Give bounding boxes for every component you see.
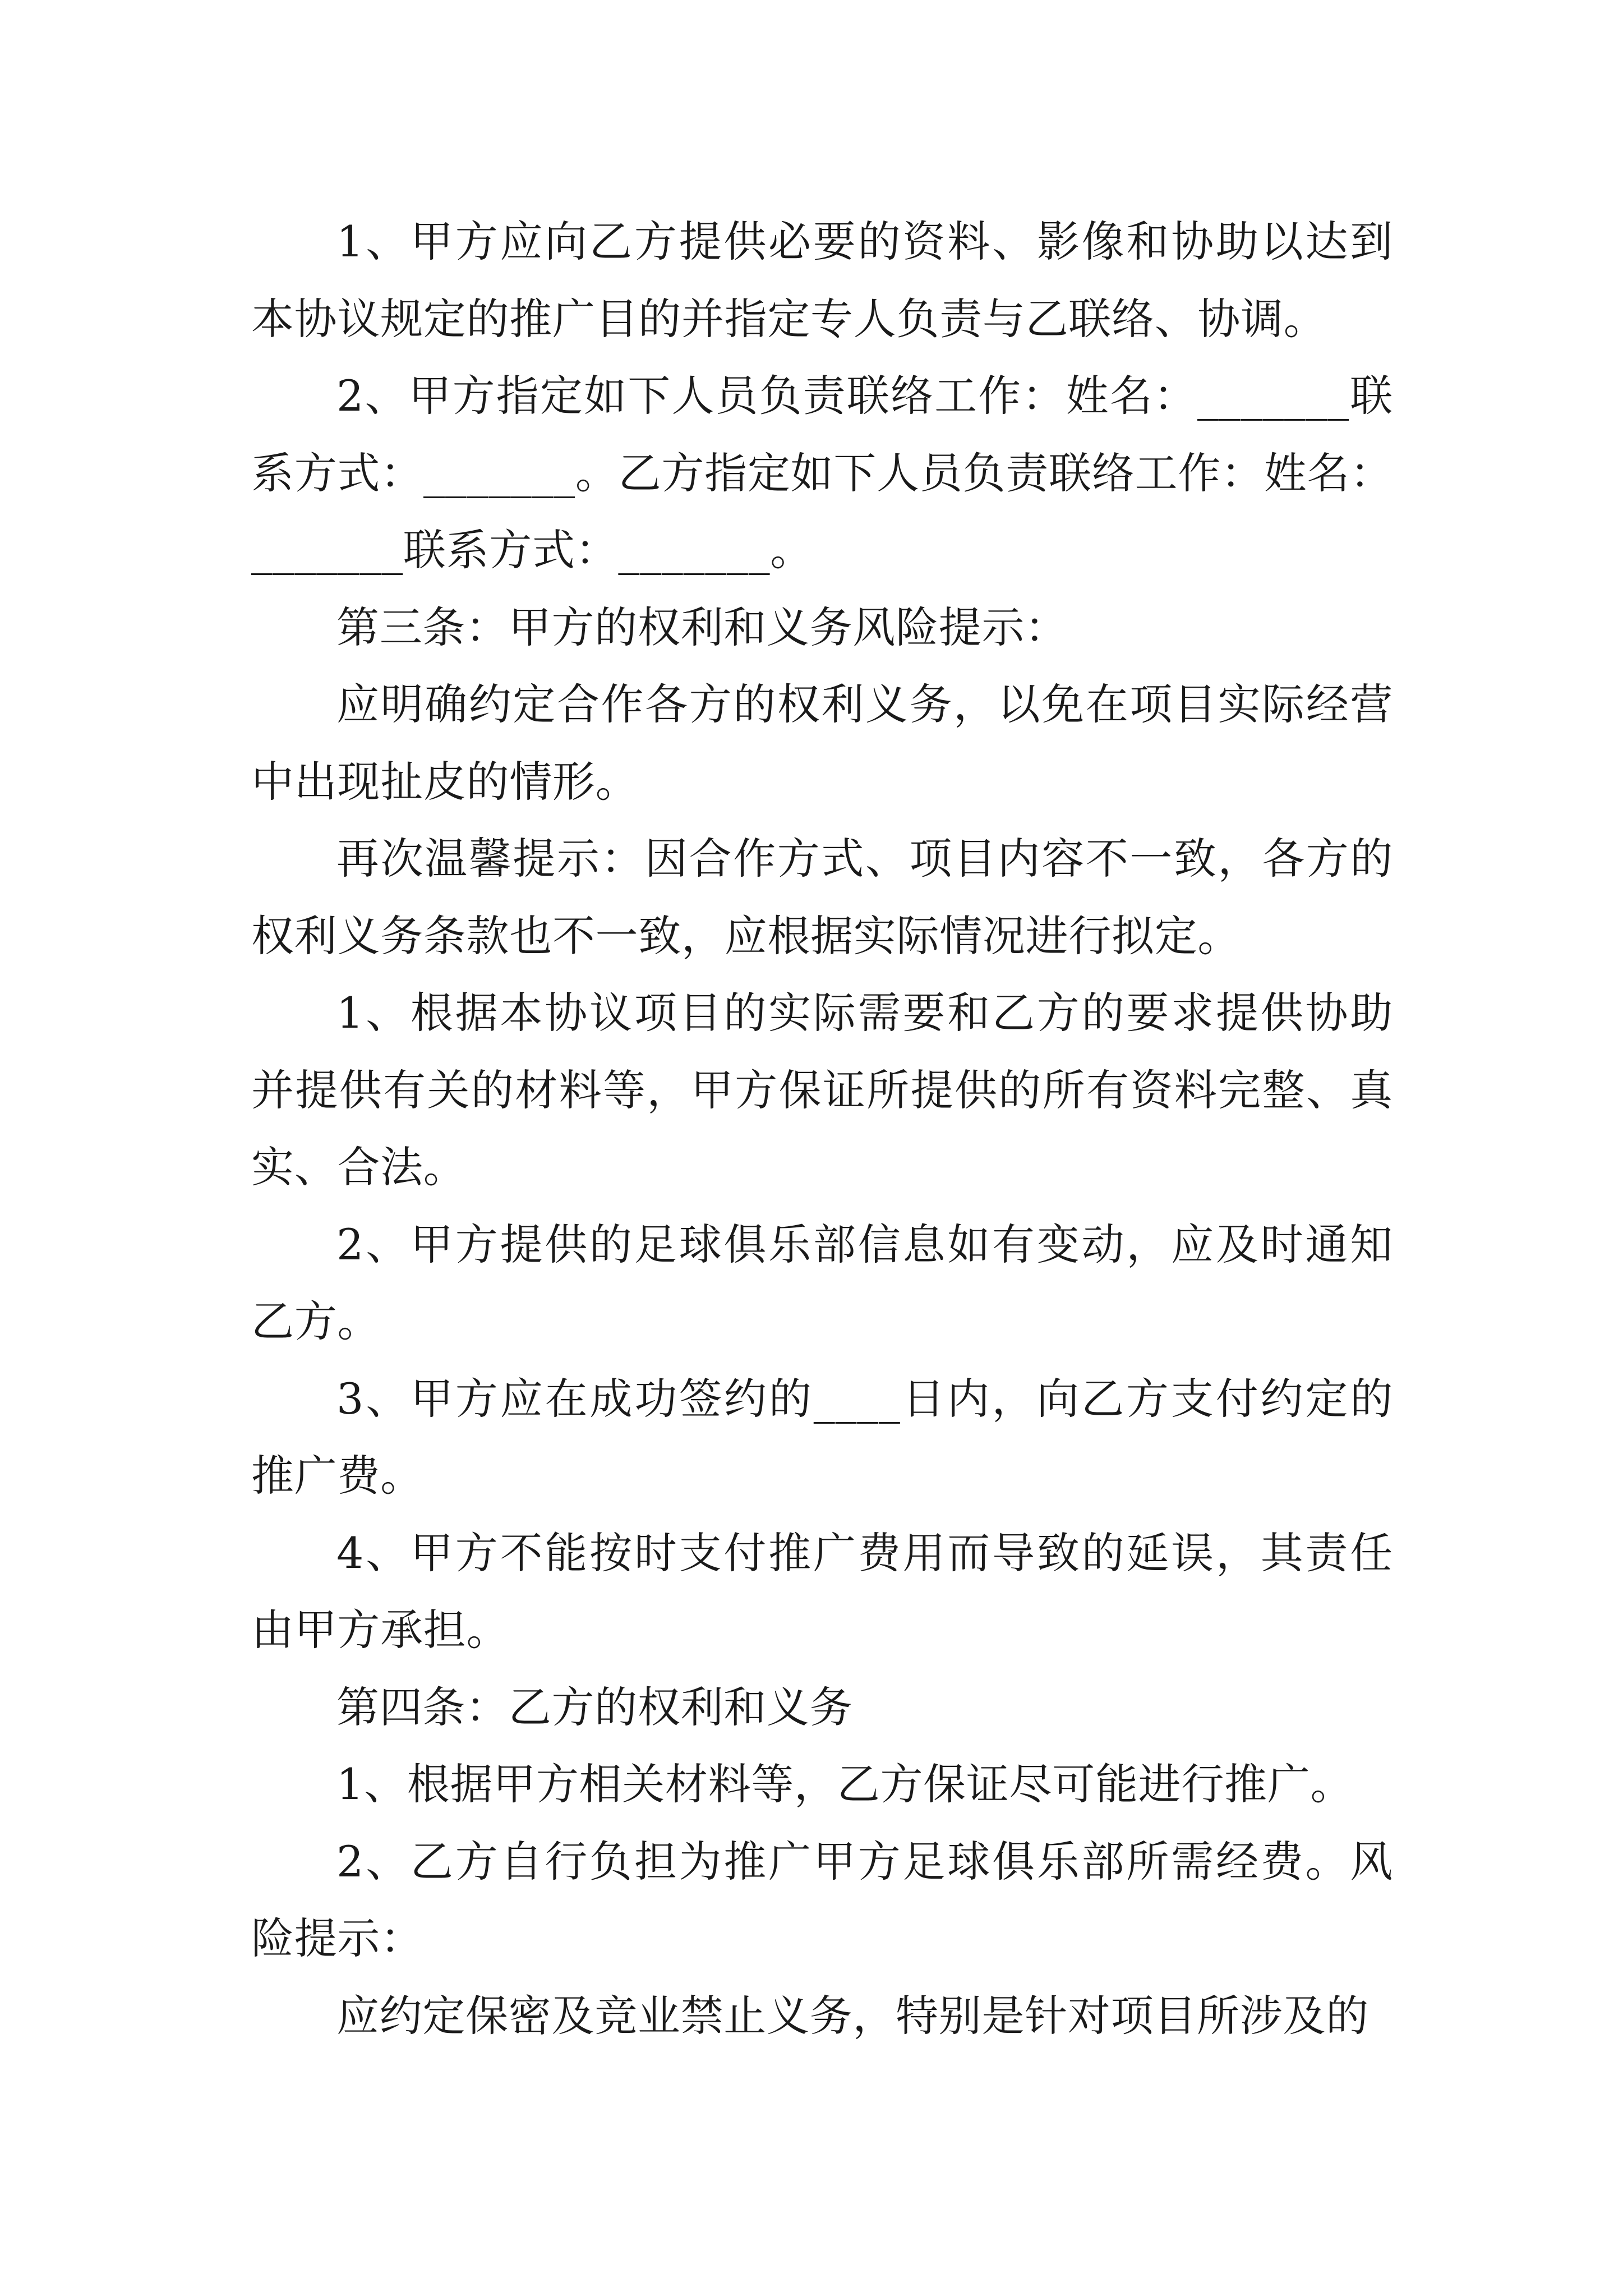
paragraph-reminder: 再次温馨提示：因合作方式、项目内容不一致，各方的权利义务条款也不一致，应根据实际情况进行拟定。 [251, 834, 1393, 961]
paragraph-party-a-provide-materials: 1、甲方应向乙方提供必要的资料、影像和协助以达到本协议规定的推广目的并指定专人负责与乙联络、协调。 [251, 217, 1393, 344]
document-body [251, 203, 1393, 2054]
paragraph-party-a-right-1: 1、根据本协议项目的实际需要和乙方的要求提供协助并提供有关的材料等，甲方保证所提供的所有资料完整、真实、合法。 [251, 988, 1393, 1192]
paragraph-party-b-right-1: 1、根据甲方相关材料等，乙方保证尽可能进行推广。 [336, 1759, 1354, 1809]
paragraph-party-a-right-3: 3、甲方应在成功签约的____日内，向乙方支付约定的推广费。 [251, 1373, 1393, 1501]
paragraph-confidentiality: 应约定保密及竞业禁止义务，特别是针对项目所涉及的 [336, 1990, 1369, 2041]
paragraph-party-a-right-4: 4、甲方不能按时支付推广费用而导致的延误，其责任由甲方承担。 [251, 1527, 1393, 1655]
paragraph-contact-persons: 2、甲方指定如下人员负责联络工作：姓名：_______联系方式：_______。乙方指定如下人员负责联络工作：姓名：_______联系方式：_______。 [251, 371, 1393, 575]
paragraph-risk-note: 应明确约定合作各方的权利义务，以免在项目实际经营中出现扯皮的情形。 [251, 679, 1393, 807]
heading-article-3: 第三条：甲方的权利和义务风险提示： [336, 602, 1068, 652]
paragraph-party-b-right-2: 2、乙方自行负担为推广甲方足球俱乐部所需经费。风险提示： [251, 1836, 1393, 1963]
heading-article-4: 第四条：乙方的权利和义务 [336, 1682, 853, 1732]
paragraph-party-a-right-2: 2、甲方提供的足球俱乐部信息如有变动，应及时通知乙方。 [251, 1219, 1393, 1346]
